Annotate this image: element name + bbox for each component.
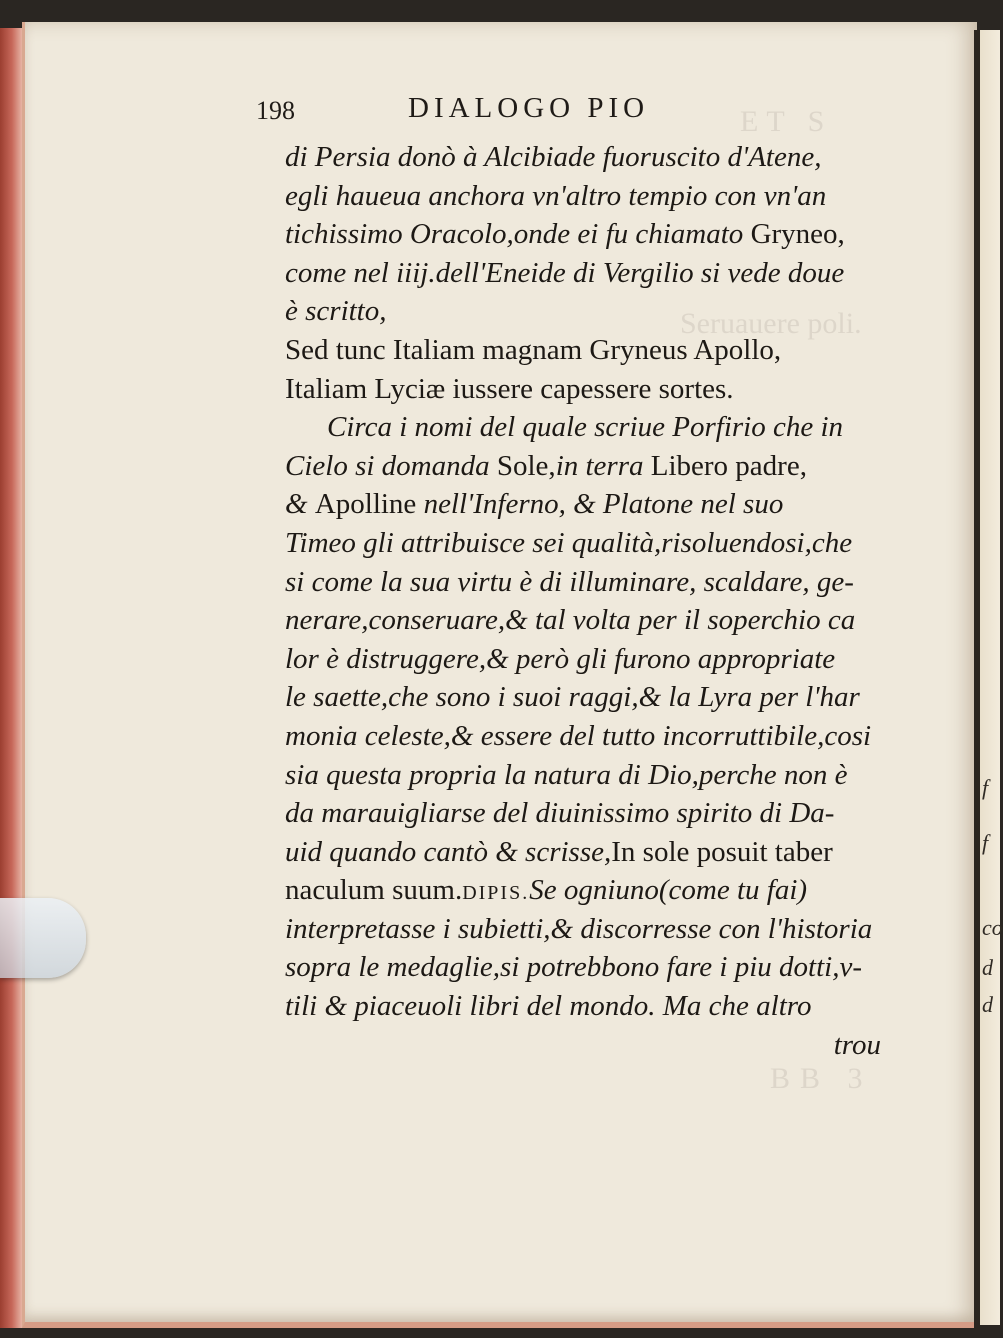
next-page-mark: d xyxy=(982,955,993,980)
text-line xyxy=(285,370,885,409)
next-page-mark: f xyxy=(982,830,989,855)
text-line xyxy=(285,408,885,447)
text-line xyxy=(285,447,885,486)
text-line xyxy=(285,871,885,910)
text-line xyxy=(285,601,885,640)
text-segment: è scritto, xyxy=(285,295,387,328)
text-segment: monia celeste,& essere del tutto incorruttibile,cosi xyxy=(285,719,872,752)
text-line xyxy=(285,524,885,563)
catchword: trou xyxy=(833,1028,881,1061)
text-segment: tichissimo Oracolo,onde ei fu chiamato xyxy=(285,218,751,251)
text-line xyxy=(285,215,885,254)
text-line xyxy=(285,948,885,987)
text-segment: nerare,conseruare,& tal volta per il soperchio ca xyxy=(285,604,856,637)
page-number: 198 xyxy=(256,96,295,125)
next-page-edge xyxy=(980,30,1003,1325)
text-line xyxy=(285,678,885,717)
text-segment: DIPIS. xyxy=(462,882,530,905)
text-segment: sopra le medaglie,si potrebbono fare i piu dotti,v- xyxy=(285,951,862,984)
page-header xyxy=(256,92,896,132)
text-segment: Timeo gli attribuisce sei qualità,risoluendosi,che xyxy=(285,526,853,559)
text-segment: da marauigliarse del diuinissimo spirito di Da- xyxy=(285,797,835,830)
text-line xyxy=(285,640,885,679)
text-segment: Libero padre, xyxy=(650,449,807,482)
text-segment: Sed tunc Italiam magnam Gryneus Apollo, xyxy=(285,333,782,366)
text-line xyxy=(285,910,885,949)
text-segment: Se ogniuno(come tu fai) xyxy=(529,874,808,907)
text-segment: Gryneo, xyxy=(750,218,845,251)
text-line xyxy=(285,331,885,370)
text-line xyxy=(285,833,885,872)
text-line xyxy=(285,756,885,795)
text-segment: egli haueua anchora vn'altro tempio con vn'an xyxy=(285,179,827,212)
text-segment: si come la sua virtu è di illuminare, scaldare, ge- xyxy=(285,565,854,598)
text-line xyxy=(285,794,885,833)
text-segment: tili & piaceuoli libri del mondo. Ma che altro xyxy=(285,990,812,1023)
text-line xyxy=(285,485,885,524)
text-segment: interpretasse i subietti,& discorresse con l'historia xyxy=(285,912,873,945)
next-page-mark: co xyxy=(982,915,1003,940)
text-segment: in terra xyxy=(555,449,651,482)
text-segment: come nel iiij.dell'Eneide di Vergilio si vede doue xyxy=(285,256,845,289)
text-line xyxy=(285,563,885,602)
text-segment: naculum suum. xyxy=(285,874,463,907)
text-segment: le saette,che sono i suoi raggi,& la Lyra per l'har xyxy=(285,681,860,714)
text-segment: Apolline xyxy=(314,488,424,521)
page-clip xyxy=(0,898,86,978)
text-segment: lor è distruggere,& però gli furono appropriate xyxy=(285,642,836,675)
text-line xyxy=(285,177,885,216)
text-segment: uid quando cantò & scrisse, xyxy=(285,835,612,868)
text-segment: In sole posuit taber xyxy=(611,835,833,868)
text-segment: nell'Inferno, & Platone nel suo xyxy=(423,488,784,521)
text-line xyxy=(285,987,885,1026)
text-line xyxy=(285,717,885,756)
text-segment: & xyxy=(285,488,315,521)
text-line xyxy=(285,254,885,293)
text-segment: di Persia donò à Alcibiade fuoruscito d'Atene, xyxy=(285,141,822,173)
next-page-mark: d xyxy=(982,992,993,1017)
text-segment: Italiam Lyciæ iussere capessere sortes. xyxy=(285,372,734,405)
text-segment: Circa i nomi del quale scriue Porfirio che in xyxy=(327,411,844,444)
next-page-mark: f xyxy=(982,775,989,800)
text-segment: Sole, xyxy=(496,449,556,482)
running-title: DIALOGO PIO xyxy=(408,92,650,124)
text-line xyxy=(285,292,885,331)
text-line xyxy=(285,138,885,177)
text-segment: sia questa propria la natura di Dio,perche non è xyxy=(285,758,848,791)
body-text xyxy=(285,138,885,1064)
text-segment: Cielo si domanda xyxy=(285,449,497,482)
